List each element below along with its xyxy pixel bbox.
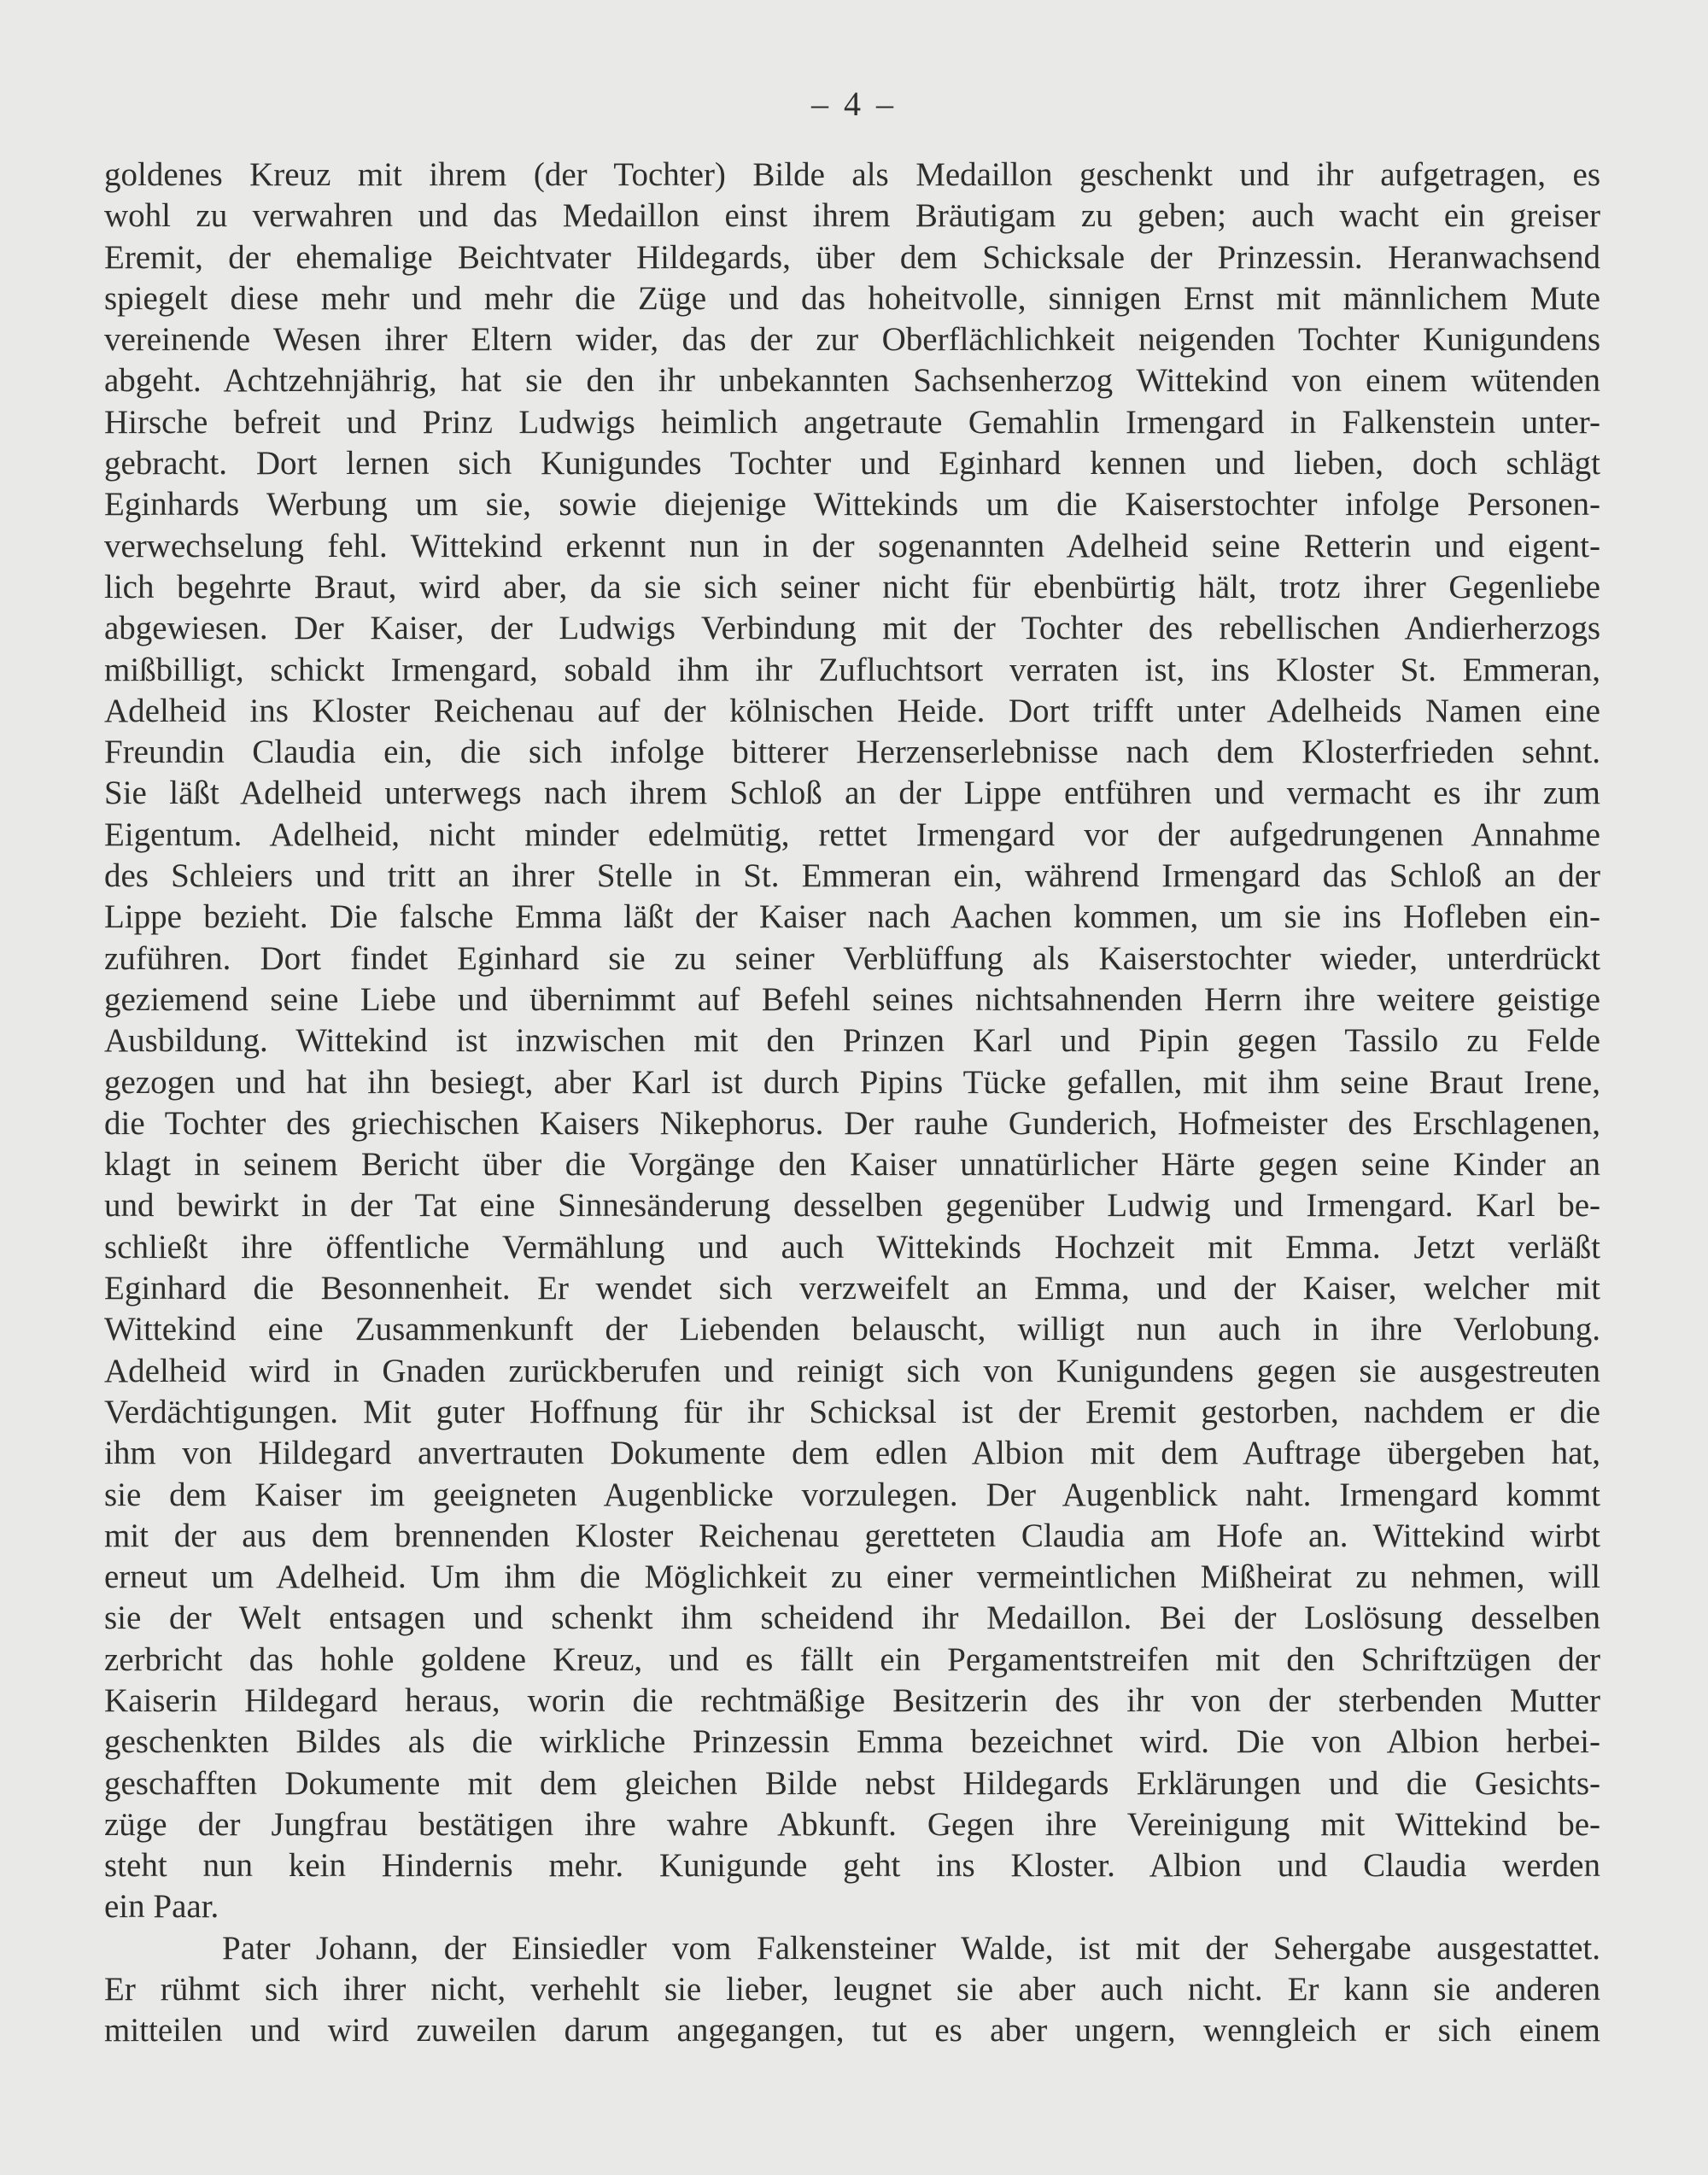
text-line: verwechselung fehl. Wittekind erkennt nun in der sogenannten Adelheid seine Retterin und eigent- bbox=[104, 527, 1600, 564]
text-line: Hirsche befreit und Prinz Ludwigs heimlich angetraute Gemahlin Irmengard in Falkenstein unter- bbox=[104, 403, 1600, 441]
text-line: zerbricht das hohle goldene Kreuz, und es fällt ein Pergamentstreifen mit den Schriftzügen der bbox=[104, 1640, 1600, 1678]
text-line: Eremit, der ehemalige Beichtvater Hildegards, über dem Schicksale der Prinzessin. Heranwachsend bbox=[104, 238, 1600, 276]
text-line: Er rühmt sich ihrer nicht, verhehlt sie lieber, leugnet sie aber auch nicht. Er kann sie anderen bbox=[104, 1971, 1600, 2008]
text-line: gezogen und hat ihn besiegt, aber Karl ist durch Pipins Tücke gefallen, mit ihm seine Braut Irene, bbox=[104, 1063, 1600, 1101]
page-number: – 4 – bbox=[811, 85, 897, 123]
text-line: geschafften Dokumente mit dem gleichen Bilde nebst Hildegards Erklärungen und die Gesichts- bbox=[104, 1764, 1600, 1802]
text-line: abgewiesen. Der Kaiser, der Ludwigs Verbindung mit der Tochter des rebellischen Andierherzogs bbox=[104, 610, 1600, 647]
text-line: Verdächtigungen. Mit guter Hoffnung für ihr Schicksal ist der Eremit gestorben, nachdem er die bbox=[104, 1393, 1600, 1430]
text-line: geziemend seine Liebe und übernimmt auf Befehl seines nichtsahnenden Herrn ihre weitere geistige bbox=[104, 980, 1600, 1018]
text-line: goldenes Kreuz mit ihrem (der Tochter) Bilde als Medaillon geschenkt und ihr aufgetragen, es bbox=[104, 156, 1600, 193]
text-line: Eginhard die Besonnenheit. Er wendet sich verzweifelt an Emma, und der Kaiser, welcher mit bbox=[104, 1270, 1600, 1307]
text-line: mißbilligt, schickt Irmengard, sobald ihm ihr Zufluchtsort verraten ist, ins Kloster St. Emmeran, bbox=[104, 651, 1600, 688]
text-line: Eigentum. Adelheid, nicht minder edelmütig, rettet Irmengard vor der aufgedrungenen Annahme bbox=[104, 816, 1600, 853]
text-line: ihm von Hildegard anvertrauten Dokumente dem edlen Albion mit dem Auftrage übergeben hat, bbox=[104, 1435, 1600, 1472]
text-line: Wittekind eine Zusammenkunft der Liebenden belauscht, willigt nun auch in ihre Verlobung. bbox=[104, 1311, 1600, 1348]
text-line: spiegelt diese mehr und mehr die Züge und das hoheitvolle, sinnigen Ernst mit männlichem Mute bbox=[104, 279, 1600, 317]
text-line: vereinende Wesen ihrer Eltern wider, das der zur Oberflächlichkeit neigenden Tochter Kunigundens bbox=[104, 321, 1600, 359]
text-line: die Tochter des griechischen Kaisers Nikephorus. Der rauhe Gunderich, Hofmeister des Erschlagenen, bbox=[104, 1104, 1600, 1142]
text-line: erneut um Adelheid. Um ihm die Möglichkeit zu einer vermeintlichen Mißheirat zu nehmen, will bbox=[104, 1558, 1600, 1596]
text-line: Freundin Claudia ein, die sich infolge bitterer Herzenserlebnisse nach dem Klosterfrieden sehnt. bbox=[104, 734, 1600, 771]
paragraph bbox=[104, 1928, 1600, 2052]
text-line: und bewirkt in der Tat eine Sinnesänderung desselben gegenüber Ludwig und Irmengard. Karl be- bbox=[104, 1187, 1600, 1225]
text-line: sie der Welt entsagen und schenkt ihm scheidend ihr Medaillon. Bei der Loslösung desselben bbox=[104, 1599, 1600, 1637]
text-line: Sie läßt Adelheid unterwegs nach ihrem Schloß an der Lippe entführen und vermacht es ihr zum bbox=[104, 775, 1600, 812]
text-line: züge der Jungfrau bestätigen ihre wahre Abkunft. Gegen ihre Vereinigung mit Wittekind be- bbox=[104, 1805, 1600, 1843]
text-line: mitteilen und wird zuweilen darum angegangen, tut es aber ungern, wenngleich er sich einem bbox=[104, 2012, 1600, 2049]
text-line: steht nun kein Hindernis mehr. Kunigunde geht ins Kloster. Albion und Claudia werden bbox=[104, 1847, 1600, 1885]
text-line: des Schleiers und tritt an ihrer Stelle in St. Emmeran ein, während Irmengard das Schloß an der bbox=[104, 857, 1600, 895]
text-line: gebracht. Dort lernen sich Kunigundes Tochter und Eginhard kennen und lieben, doch schlägt bbox=[104, 445, 1600, 482]
body-text bbox=[104, 155, 1600, 2052]
text-line: zuführen. Dort findet Eginhard sie zu seiner Verblüffung als Kaiserstochter wieder, unterdrückt bbox=[104, 939, 1600, 977]
text-line: Lippe bezieht. Die falsche Emma läßt der Kaiser nach Aachen kommen, um sie ins Hofleben ein- bbox=[104, 898, 1600, 936]
text-line: Kaiserin Hildegard heraus, worin die rechtmäßige Besitzerin des ihr von der sterbenden Mutter bbox=[104, 1681, 1600, 1719]
text-line: wohl zu verwahren und das Medaillon einst ihrem Bräutigam zu geben; auch wacht ein greiser bbox=[104, 197, 1600, 235]
text-line: klagt in seinem Bericht über die Vorgänge den Kaiser unnatürlicher Härte gegen seine Kinder an bbox=[104, 1146, 1600, 1184]
text-line: Ausbildung. Wittekind ist inzwischen mit den Prinzen Karl und Pipin gegen Tassilo zu Felde bbox=[104, 1022, 1600, 1060]
text-line: abgeht. Achtzehnjährig, hat sie den ihr unbekannten Sachsenherzog Wittekind von einem wütenden bbox=[104, 362, 1600, 400]
text-line: lich begehrte Braut, wird aber, da sie sich seiner nicht für ebenbürtig hält, trotz ihrer Gegenliebe bbox=[104, 568, 1600, 605]
text-line: Adelheid ins Kloster Reichenau auf der kölnischen Heide. Dort trifft unter Adelheids Namen eine bbox=[104, 692, 1600, 729]
text-line: Adelheid wird in Gnaden zurückberufen und reinigt sich von Kunigundens gegen sie ausgestreuten bbox=[104, 1352, 1600, 1389]
text-line: Eginhards Werbung um sie, sowie diejenige Wittekinds um die Kaiserstochter infolge Personen- bbox=[104, 486, 1600, 523]
paragraph bbox=[104, 155, 1600, 1928]
text-line: ein Paar. bbox=[104, 1888, 219, 1926]
text-line: Pater Johann, der Einsiedler vom Falkensteiner Walde, ist mit der Sehergabe ausgestattet. bbox=[222, 1929, 1600, 1967]
text-line: mit der aus dem brennenden Kloster Reichenau geretteten Claudia am Hofe an. Wittekind wirbt bbox=[104, 1517, 1600, 1554]
text-line: sie dem Kaiser im geeigneten Augenblicke vorzulegen. Der Augenblick naht. Irmengard kommt bbox=[104, 1476, 1600, 1513]
text-line: schließt ihre öffentliche Vermählung und auch Wittekinds Hochzeit mit Emma. Jetzt verläßt bbox=[104, 1228, 1600, 1266]
text-line: geschenkten Bildes als die wirkliche Prinzessin Emma bezeichnet wird. Die von Albion herbei- bbox=[104, 1723, 1600, 1761]
